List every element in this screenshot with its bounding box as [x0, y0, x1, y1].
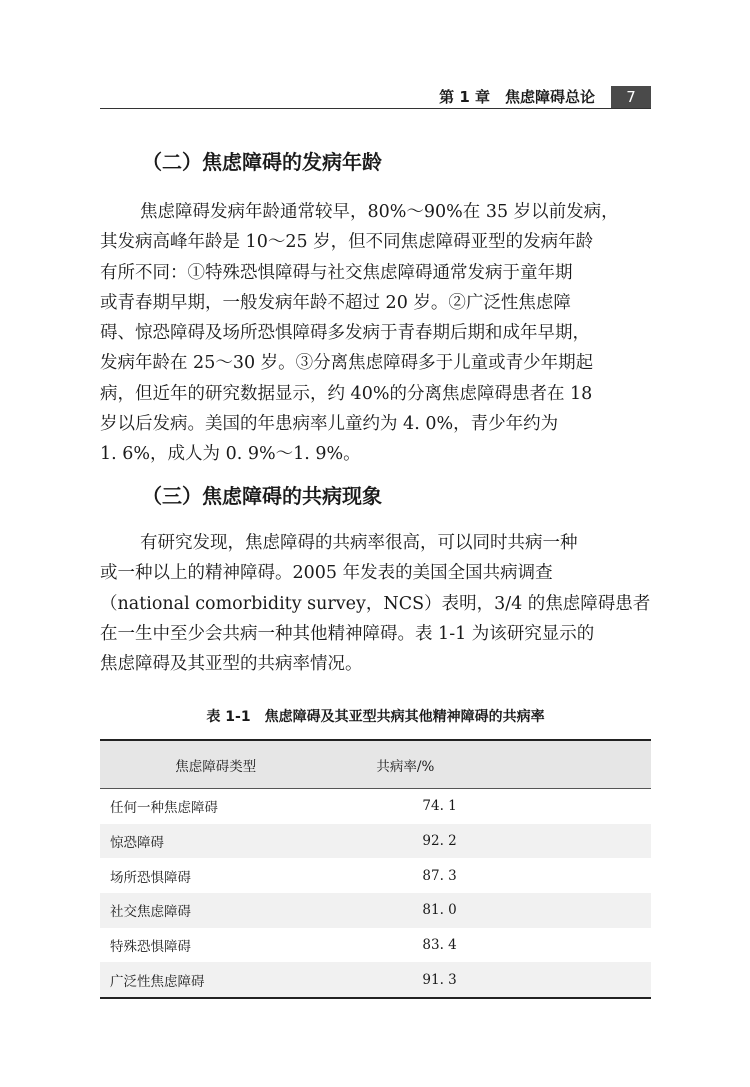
- table-row: [100, 789, 651, 824]
- cell-rate: 92. 2: [331, 824, 651, 859]
- paragraph-comorbidity: [100, 528, 651, 679]
- cell-type: 社交焦虑障碍: [100, 893, 331, 928]
- running-header: [100, 86, 651, 108]
- table-caption: 表 1-1 焦虑障碍及其亚型共病其他精神障碍的共病率: [206, 709, 545, 725]
- cell-type: 场所恐惧障碍: [110, 869, 191, 886]
- table-row: [100, 858, 651, 893]
- text-line: 碍、惊恐障碍及场所恐惧障碍多发病于青春期后期和成年早期，: [100, 323, 590, 344]
- text-line: 其发病高峰年龄是 10～25 岁，但不同焦虑障碍亚型的发病年龄: [100, 232, 594, 253]
- page-number: 7: [611, 86, 651, 108]
- cell-rate: 83. 4: [422, 937, 457, 954]
- table-row: [100, 893, 651, 928]
- text-line: 有所不同：①特殊恐惧障碍与社交焦虑障碍通常发病于童年期: [100, 262, 573, 283]
- header-rule: [100, 108, 651, 109]
- comorbidity-table: [100, 739, 651, 999]
- text-line: （national comorbidity survey，NCS）表明，3/4 的焦虑障碍患者: [100, 593, 651, 614]
- section-title: （二）焦虑障碍的发病年龄: [142, 150, 382, 174]
- cell-type: 任何一种焦虑障碍: [110, 800, 218, 817]
- text-line: 或青春期早期，一般发病年龄不超过 20 岁。②广泛性焦虑障: [100, 292, 571, 313]
- section-title: （三）焦虑障碍的共病现象: [142, 484, 382, 508]
- cell-rate: 91. 3: [331, 962, 651, 998]
- cell-type: 特殊恐惧障碍: [110, 939, 191, 956]
- text-line: 1. 6%，成人为 0. 9%～1. 9%。: [100, 444, 361, 465]
- text-line: 在一生中至少会共病一种其他精神障碍。表 1-1 为该研究显示的: [100, 623, 595, 644]
- table-row: [100, 824, 651, 859]
- table-row: [100, 928, 651, 963]
- text-line: 焦虑障碍发病年龄通常较早，80%～90%在 35 岁以前发病，: [140, 202, 619, 222]
- text-line: 发病年龄在 25～30 岁。③分离焦虑障碍多于儿童或青少年期起: [100, 353, 594, 374]
- text-line: 病，但近年的研究数据显示，约 40%的分离焦虑障碍患者在 18: [100, 383, 593, 404]
- text-line: 焦虑障碍及其亚型的共病率情况。: [100, 654, 363, 675]
- cell-rate: 74. 1: [422, 798, 457, 815]
- column-header-type: 焦虑障碍类型: [100, 740, 331, 789]
- text-line: 有研究发现，焦虑障碍的共病率很高，可以同时共病一种: [140, 533, 578, 553]
- table-header-row: [100, 740, 651, 789]
- chapter-title: 第 1 章 焦虑障碍总论: [439, 88, 595, 106]
- column-header-rate: 共病率/%: [331, 740, 651, 789]
- table-row: [100, 962, 651, 998]
- cell-rate: 81. 0: [331, 893, 651, 928]
- text-line: 或一种以上的精神障碍。2005 年发表的美国全国共病调查: [100, 563, 553, 584]
- cell-rate: 87. 3: [422, 867, 457, 884]
- paragraph-onset-age: [100, 197, 651, 470]
- text-line: 岁以后发病。美国的年患病率儿童约为 4. 0%，青少年约为: [100, 414, 559, 435]
- cell-type: 广泛性焦虑障碍: [100, 962, 331, 998]
- cell-type: 惊恐障碍: [100, 824, 331, 859]
